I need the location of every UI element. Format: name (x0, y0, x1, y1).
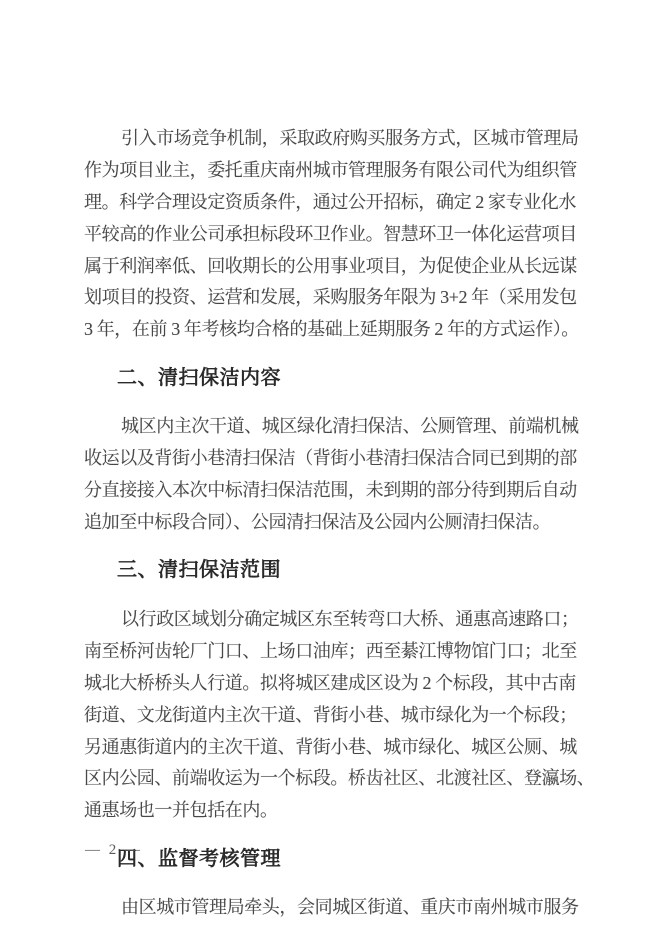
paragraph-4 (84, 892, 584, 924)
text-line: 南至桥河齿轮厂门口、上场口油库；西至綦江博物馆门口；北至 (84, 640, 577, 661)
text-line: 引入市场竞争机制，采取政府购买服务方式，区城市管理局 (121, 128, 579, 148)
paragraph-3 (84, 604, 595, 827)
text-line: 收运以及背街小巷清扫保洁（背街小巷清扫保洁合同已到期的部 (84, 448, 577, 469)
text-line: 属于利润率低、回收期长的公用事业项目，为促使企业从长远谋 (84, 255, 577, 276)
page-number: — 2 — (85, 842, 143, 858)
text-line: 以行政区域划分确定城区东至转弯口大桥、通惠高速路口； (121, 608, 579, 629)
section-heading-cleaning-scope: 三、清扫保洁范围 (117, 559, 281, 582)
text-line: 平较高的作业公司承担标段环卫作业。智慧环卫一体化运营项目 (84, 223, 577, 244)
text-line: 分直接接入本次中标清扫保洁范围，未到期的部分待到期后自动 (84, 480, 577, 501)
section-heading-cleaning-content: 二、清扫保洁内容 (117, 366, 281, 389)
section-heading-supervision-assessment: 四、监督考核管理 (117, 847, 281, 870)
text-line: 理。科学合理设定资质条件，通过公开招标，确定 2 家专业化水 (84, 191, 576, 212)
text-line: 另通惠街道内的主次干道、背街小巷、城市绿化、城区公厕、城 (84, 736, 577, 757)
text-line: 城北大桥桥头人行道。拟将城区建成区设为 2 个标段，其中古南 (84, 672, 576, 693)
text-line: 街道、文龙街道内主次干道、背街小巷、城市绿化为一个标段； (84, 704, 577, 725)
document-body (84, 123, 595, 924)
text-line: 3 年，在前 3 年考核均合格的基础上延期服务 2 年的方式运作）。 (84, 319, 579, 340)
text-line: 城区内主次干道、城区绿化清扫保洁、公厕管理、前端机械 (121, 416, 579, 437)
paragraph-1 (84, 123, 584, 346)
text-line: 作为项目业主，委托重庆南州城市管理服务有限公司代为组织管 (84, 159, 577, 180)
text-line: 划项目的投资、运营和发展，采购服务年限为 3+2 年（采用发包 (84, 287, 577, 308)
text-line: 通惠场也一并包括在内。 (84, 800, 278, 821)
text-line: 追加至中标段合同）、公园清扫保洁及公园内公厕清扫保洁。 (84, 511, 551, 532)
paragraph-2 (84, 411, 584, 539)
text-line: 区内公园、前端收运为一个标段。桥齿社区、北渡社区、登瀛场、 (84, 768, 595, 789)
text-line: 由区城市管理局牵头，会同城区街道、重庆市南州城市服务 (121, 897, 579, 918)
